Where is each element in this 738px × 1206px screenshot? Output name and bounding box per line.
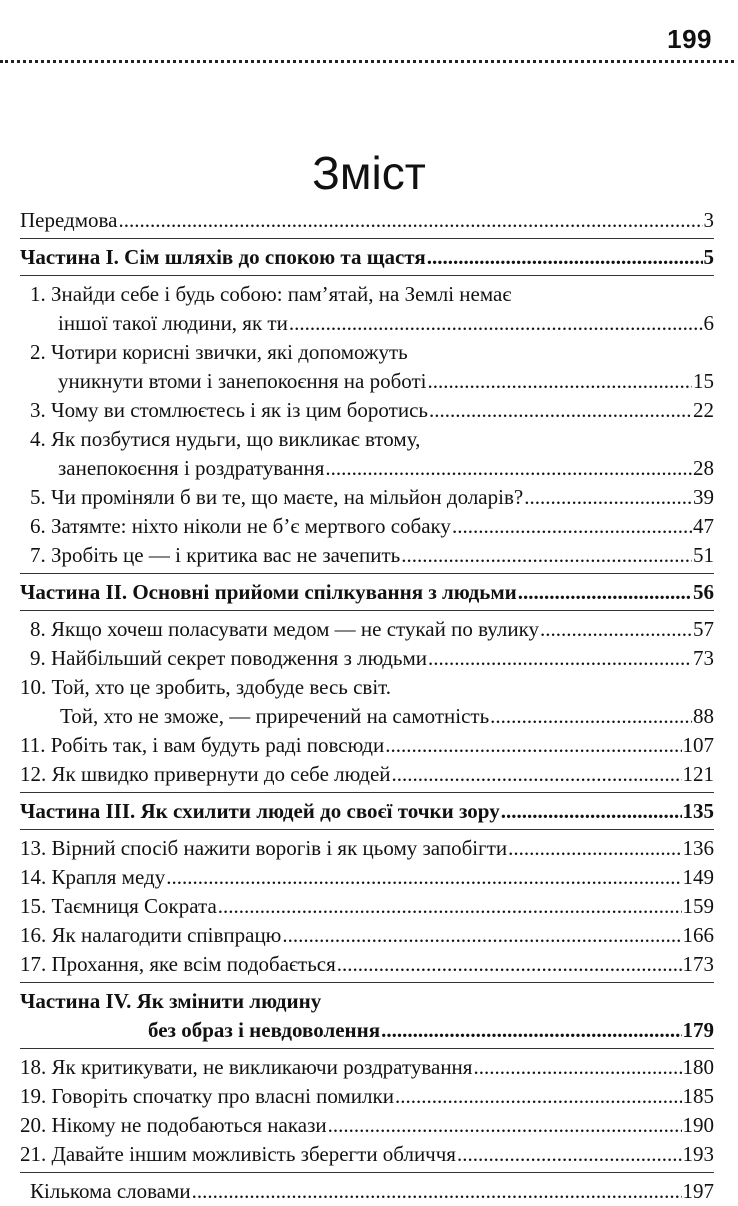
dot-leader xyxy=(337,950,682,979)
toc-entry-12 xyxy=(20,760,714,789)
toc-entry-text: 3. Чому ви стомлюєтесь і як із цим боротись xyxy=(30,398,428,422)
toc-part-4 xyxy=(20,1016,714,1045)
toc-entry-page: 51 xyxy=(693,543,714,567)
toc-entry-1 xyxy=(20,309,714,338)
toc-part-page: 5 xyxy=(703,245,714,269)
toc-part-page: 135 xyxy=(682,799,714,823)
toc-entry-text: 15. Таємниця Сократа xyxy=(20,894,217,918)
toc-entry-text: 7. Зробіть це — і критика вас не зачепить xyxy=(30,543,401,567)
separator-line xyxy=(20,238,714,239)
dot-leader xyxy=(395,1082,682,1111)
toc-part-page: 56 xyxy=(693,580,714,604)
toc-entry-page: 185 xyxy=(682,1084,714,1108)
toc-entry-text: іншої такої людини, як ти xyxy=(58,311,288,335)
toc-entry-text: 19. Говоріть спочатку про власні помилки xyxy=(20,1084,394,1108)
toc-entry-page: 149 xyxy=(682,865,714,889)
toc-part-1 xyxy=(20,243,714,272)
toc-entry-page: 3 xyxy=(703,208,714,232)
toc-entry-text: 8. Якщо хочеш поласувати медом — не стукай по вулику xyxy=(30,617,539,641)
dot-leader xyxy=(452,512,692,541)
toc-entry-afterword xyxy=(20,1177,714,1206)
table-of-contents xyxy=(20,206,714,1206)
toc-entry-preface xyxy=(20,206,714,235)
toc-entry-text: 16. Як налагодити співпрацю xyxy=(20,923,282,947)
toc-entry-page: 6 xyxy=(703,311,714,335)
toc-part-text: Частина II. Основні прийоми спілкування з людьми xyxy=(20,580,517,604)
dot-leader xyxy=(192,1177,682,1206)
dot-leader xyxy=(473,1053,681,1082)
toc-entry-18 xyxy=(20,1053,714,1082)
dot-leader xyxy=(457,1140,682,1169)
toc-entry-text: 17. Прохання, яке всім подобається xyxy=(20,952,336,976)
toc-part-3 xyxy=(20,797,714,826)
separator-line xyxy=(20,1048,714,1049)
separator-line xyxy=(20,1172,714,1173)
separator-line xyxy=(20,792,714,793)
dot-leader xyxy=(508,834,681,863)
page-number: 199 xyxy=(667,24,712,54)
toc-entry-17 xyxy=(20,950,714,979)
toc-entry-19 xyxy=(20,1082,714,1111)
toc-entry-20 xyxy=(20,1111,714,1140)
separator-line xyxy=(20,610,714,611)
toc-entry-11 xyxy=(20,731,714,760)
dot-leader xyxy=(118,206,702,235)
toc-entry-page: 22 xyxy=(693,398,714,422)
toc-entry-page: 180 xyxy=(682,1055,714,1079)
toc-entry-text: 9. Найбільший секрет поводження з людьми xyxy=(30,646,428,670)
toc-entry-text: Передмова xyxy=(20,208,118,232)
dot-leader xyxy=(490,702,692,731)
toc-entry-page: 193 xyxy=(682,1142,714,1166)
toc-entry-page: 159 xyxy=(682,894,714,918)
dot-leader xyxy=(289,309,703,338)
separator-line xyxy=(20,573,714,574)
toc-entry-4-line1: 4. Як позбутися нудьги, що викликає втому, xyxy=(30,427,421,451)
dot-leader xyxy=(429,396,692,425)
toc-entry-text: 14. Крапля меду xyxy=(20,865,166,889)
toc-entry-21 xyxy=(20,1140,714,1169)
toc-entry-text: Кількома словами xyxy=(30,1179,191,1203)
toc-part-text: Частина І. Сім шляхів до спокою та щастя xyxy=(20,245,426,269)
toc-entry-3 xyxy=(20,396,714,425)
toc-entry-page: 88 xyxy=(693,704,714,728)
toc-part-text: без образ і невдоволення xyxy=(148,1018,381,1042)
dot-leader xyxy=(540,615,692,644)
toc-entry-text: 12. Як швидко привернути до себе людей xyxy=(20,762,391,786)
toc-entry-text: 20. Нікому не подобаються накази xyxy=(20,1113,327,1137)
toc-part-2 xyxy=(20,578,714,607)
toc-entry-page: 107 xyxy=(682,733,714,757)
toc-entry-page: 39 xyxy=(693,485,714,509)
toc-entry-text: уникнути втоми і занепокоєння на роботі xyxy=(58,369,427,393)
toc-entry-5 xyxy=(20,483,714,512)
toc-entry-2 xyxy=(20,367,714,396)
toc-entry-page: 173 xyxy=(682,952,714,976)
dot-leader xyxy=(401,541,692,570)
toc-entry-16 xyxy=(20,921,714,950)
toc-entry-4 xyxy=(20,454,714,483)
toc-entry-1-line1: 1. Знайди себе і будь собою: пам’ятай, на Землі немає xyxy=(30,282,512,306)
toc-entry-text: 18. Як критикувати, не викликаючи роздратування xyxy=(20,1055,473,1079)
toc-entry-10 xyxy=(20,702,714,731)
toc-entry-text: 6. Затямте: ніхто ніколи не б’є мертвого собаку xyxy=(30,514,451,538)
dot-leader xyxy=(428,644,692,673)
dot-leader xyxy=(325,454,692,483)
toc-entry-13 xyxy=(20,834,714,863)
toc-entry-text: занепокоєння і роздратування xyxy=(58,456,325,480)
toc-entry-text: 13. Вірний спосіб нажити ворогів і як цьому запобігти xyxy=(20,836,508,860)
toc-entry-page: 166 xyxy=(682,923,714,947)
toc-entry-page: 197 xyxy=(682,1179,714,1203)
dot-leader xyxy=(385,731,681,760)
separator-line xyxy=(20,275,714,276)
dot-leader xyxy=(392,760,682,789)
dot-leader xyxy=(218,892,682,921)
toc-entry-page: 47 xyxy=(693,514,714,538)
toc-entry-text: 11. Робіть так, і вам будуть раді повсюди xyxy=(20,733,385,757)
toc-entry-page: 121 xyxy=(682,762,714,786)
dot-leader xyxy=(166,863,681,892)
header-dotted-rule xyxy=(0,60,734,63)
toc-entry-10-line1: 10. Той, хто це зробить, здобуде весь світ. xyxy=(20,675,392,699)
dot-leader xyxy=(524,483,692,512)
page-title: Зміст xyxy=(312,147,426,199)
dot-leader xyxy=(427,243,703,272)
toc-entry-text: 5. Чи проміняли б ви те, що маєте, на мільйон доларів? xyxy=(30,485,524,509)
dot-leader xyxy=(518,578,692,607)
dot-leader xyxy=(282,921,681,950)
dot-leader xyxy=(381,1016,681,1045)
toc-entry-page: 190 xyxy=(682,1113,714,1137)
toc-entry-7 xyxy=(20,541,714,570)
toc-entry-8 xyxy=(20,615,714,644)
dot-leader xyxy=(328,1111,682,1140)
dot-leader xyxy=(501,797,682,826)
toc-entry-9 xyxy=(20,644,714,673)
toc-entry-14 xyxy=(20,863,714,892)
toc-entry-2-line1: 2. Чотири корисні звички, які допоможуть xyxy=(30,340,408,364)
toc-entry-6 xyxy=(20,512,714,541)
toc-entry-text: Той, хто не зможе, — приречений на самотність xyxy=(60,704,490,728)
toc-entry-page: 57 xyxy=(693,617,714,641)
toc-part-text: Частина III. Як схилити людей до своєї точки зору xyxy=(20,799,500,823)
dot-leader xyxy=(428,367,692,396)
toc-entry-text: 21. Давайте іншим можливість зберегти обличчя xyxy=(20,1142,456,1166)
toc-entry-15 xyxy=(20,892,714,921)
toc-entry-page: 73 xyxy=(693,646,714,670)
separator-line xyxy=(20,982,714,983)
separator-line xyxy=(20,829,714,830)
toc-part-text: Частина IV. Як змінити людину xyxy=(20,989,322,1013)
toc-entry-page: 28 xyxy=(693,456,714,480)
toc-entry-page: 136 xyxy=(682,836,714,860)
toc-part-page: 179 xyxy=(682,1018,714,1042)
toc-part-4-line1 xyxy=(20,987,714,1016)
toc-entry-page: 15 xyxy=(693,369,714,393)
